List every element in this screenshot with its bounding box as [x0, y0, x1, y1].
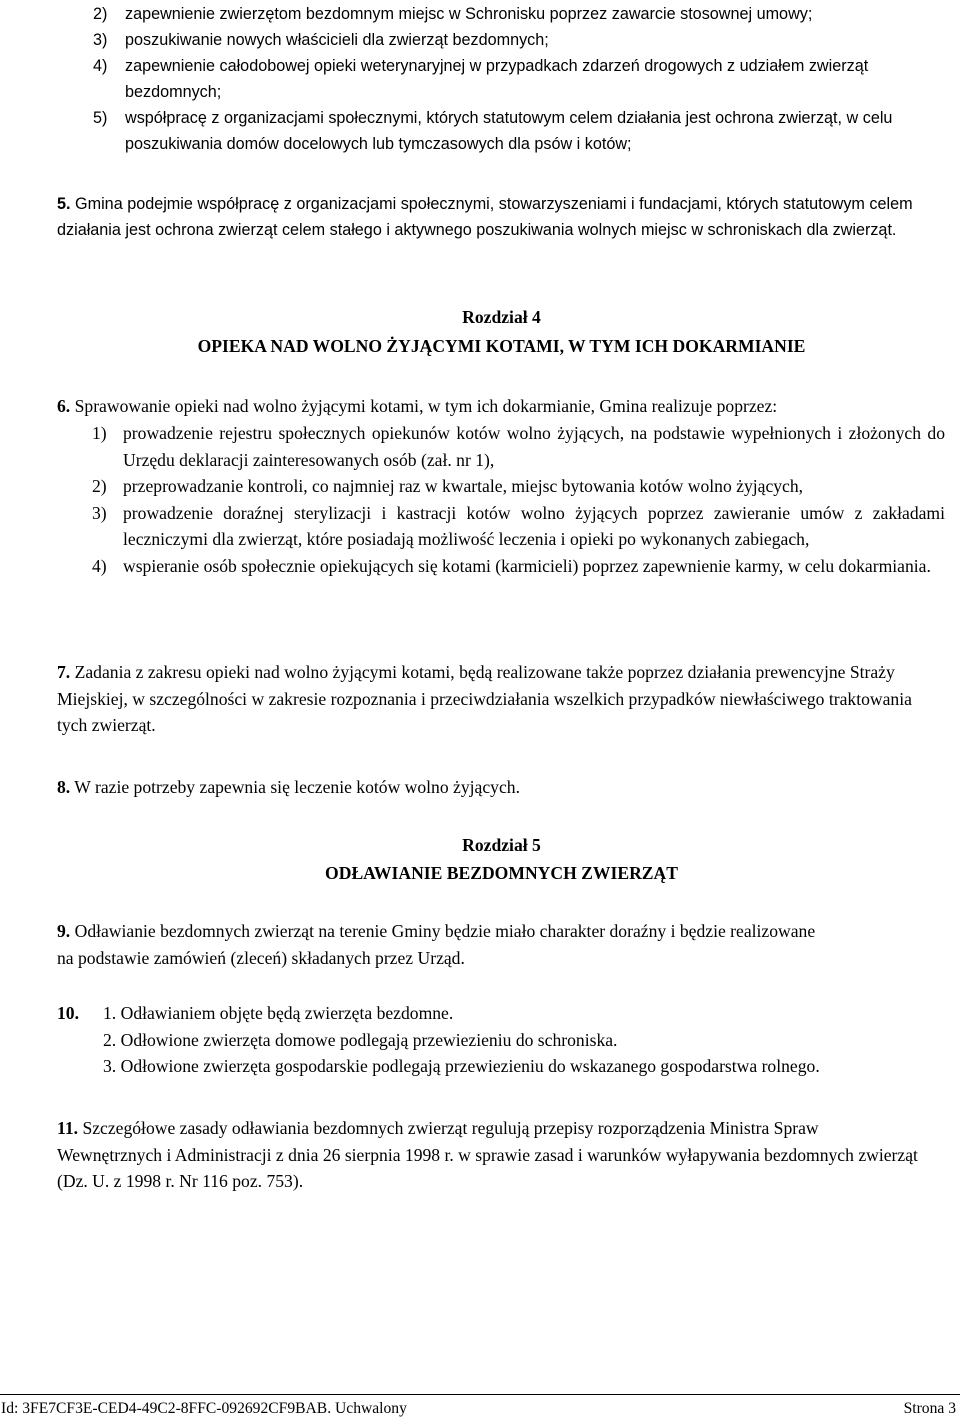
paragraph-number: 6.	[57, 396, 71, 416]
paragraph-number: 11.	[57, 1118, 79, 1138]
paragraph-text: Gmina podejmie współpracę z organizacjami społecznymi, stowarzyszeniami i fundacjami, których statutowym celem działania jest ochrona zwierząt celem stałego i aktywnego poszukiwania wolnych miejsc w schroniskach dla zwierząt.	[57, 195, 913, 239]
list-top	[57, 1, 947, 157]
paragraph-number: 7.	[57, 662, 71, 682]
paragraph-text: Sprawowanie opieki nad wolno żyjącymi kotami, w tym ich dokarmianie, Gmina realizuje poprzez:	[74, 396, 778, 416]
paragraph-11	[57, 1115, 925, 1195]
paragraph-6-list	[57, 420, 945, 579]
list-item-number: 2)	[93, 5, 108, 23]
list-item	[57, 473, 945, 500]
list-item	[0, 1, 947, 27]
sub-item-number: 1.	[103, 1003, 117, 1023]
document-id: Id: 3FE7CF3E-CED4-49C2-8FFC-092692CF9BAB. Uchwalony	[1, 1400, 407, 1417]
list-item-number: 3)	[93, 31, 108, 49]
list-item-text: wspieranie osób społecznie opiekujących się kotami (karmicieli) poprzez zapewnienie karmy, w celu dokarmiania.	[123, 555, 931, 576]
paragraph-10	[57, 1000, 945, 1080]
list-item-number: 4)	[93, 57, 108, 75]
chapter-4-subtitle: OPIEKA NAD WOLNO ŻYJĄCYMI KOTAMI, W TYM ICH DOKARMIANIE	[197, 336, 806, 356]
paragraph-6	[57, 393, 945, 420]
paragraph-text: Zadania z zakresu opieki nad wolno żyjącymi kotami, będą realizowane także poprzez działania prewencyjne Straży Miejskiej, w szczególności w zakresie rozpoznania i przeciwdziałania wszelkich przypadków niewłaściwego traktowania tych zwierząt.	[57, 662, 912, 735]
paragraph-text: W razie potrzeby zapewnia się leczenie kotów wolno żyjących.	[74, 777, 520, 797]
paragraph-number: 10.	[57, 1003, 79, 1023]
list-item-number: 5)	[93, 109, 108, 127]
sub-item-number: 3.	[103, 1056, 117, 1076]
page-footer	[0, 1394, 960, 1417]
list-item	[57, 553, 945, 580]
paragraph-number: 8.	[57, 777, 71, 797]
chapter-4-title: Rozdział 4	[462, 307, 541, 327]
paragraph-number: 5.	[57, 195, 71, 213]
list-item-text: przeprowadzanie kontroli, co najmniej raz w kwartale, miejsc bytowania kotów wolno żyjących,	[123, 476, 804, 496]
chapter-5-subtitle: ODŁAWIANIE BEZDOMNYCH ZWIERZĄT	[325, 863, 678, 883]
paragraph-8	[57, 774, 945, 801]
list-item-number: 3)	[92, 502, 107, 523]
list-item-number: 1)	[92, 423, 107, 443]
paragraph-9	[57, 918, 827, 971]
paragraph-10-line-2	[57, 1027, 945, 1054]
sub-item-text: Odłowione zwierzęta gospodarskie podlegają przewiezieniu do wskazanego gospodarstwa rolnego.	[120, 1056, 820, 1076]
list-item	[57, 420, 945, 473]
paragraph-text: Odławianie bezdomnych zwierząt na terenie Gminy będzie miało charakter doraźny i będzie realizowane na podstawie zamówień (zleceń) składanych przez Urząd.	[57, 921, 816, 968]
list-item-text: poszukiwanie nowych właścicieli dla zwierząt bezdomnych;	[125, 31, 549, 49]
list-item	[0, 105, 947, 157]
sub-item-text: Odłowione zwierzęta domowe podlegają przewiezieniu do schroniska.	[120, 1029, 618, 1050]
list-item-text: prowadzenie rejestru społecznych opiekunów kotów wolno żyjących, na podstawie wypełnionych i złożonych do Urzędu deklaracji zainteresowanych osób (zał. nr 1),	[123, 423, 945, 470]
list-item	[0, 27, 947, 53]
paragraph-10-line-1	[57, 1000, 945, 1027]
list-item-number: 2)	[92, 476, 107, 496]
list-item-text: współpracę z organizacjami społecznymi, których statutowym celem działania jest ochrona zwierząt, w celu poszukiwania domów docelowych lub tymczasowych dla psów i kotów;	[125, 109, 893, 153]
chapter-5-title: Rozdział 5	[462, 835, 541, 855]
list-item-text: prowadzenie doraźnej sterylizacji i kastracji kotów wolno żyjących poprzez zawieranie umów z zakładami leczniczymi dla zwierząt, które posiadają możliwość leczenia i opieki po wykonanych zabiegach,	[123, 502, 945, 549]
paragraph-10-line-3	[57, 1053, 945, 1080]
list-item	[57, 500, 945, 553]
list-item-number: 4)	[92, 555, 107, 576]
paragraph-number: 9.	[57, 921, 71, 941]
list-item-text: zapewnienie całodobowej opieki weterynaryjnej w przypadkach zdarzeń drogowych z udziałem zwierząt bezdomnych;	[125, 57, 869, 101]
paragraph-text: Szczegółowe zasady odławiania bezdomnych zwierząt regulują przepisy rozporządzenia Ministra Spraw Wewnętrznych i Administracji z dnia 26 sierpnia 1998 r. w sprawie zasad i warunków wyłapywania bezdomnych zwierząt (Dz. U. z 1998 r. Nr 116 poz. 753).	[57, 1118, 918, 1191]
sub-item-number: 2.	[103, 1029, 117, 1050]
list-item-text: zapewnienie zwierzętom bezdomnym miejsc w Schronisku poprzez zawarcie stosownej umowy;	[125, 5, 813, 23]
list-item	[0, 53, 947, 105]
sub-item-text: Odławianiem objęte będą zwierzęta bezdomne.	[120, 1003, 454, 1023]
paragraph-7	[57, 659, 945, 739]
page-number: Strona 3	[903, 1400, 956, 1417]
paragraph-5	[57, 191, 937, 243]
